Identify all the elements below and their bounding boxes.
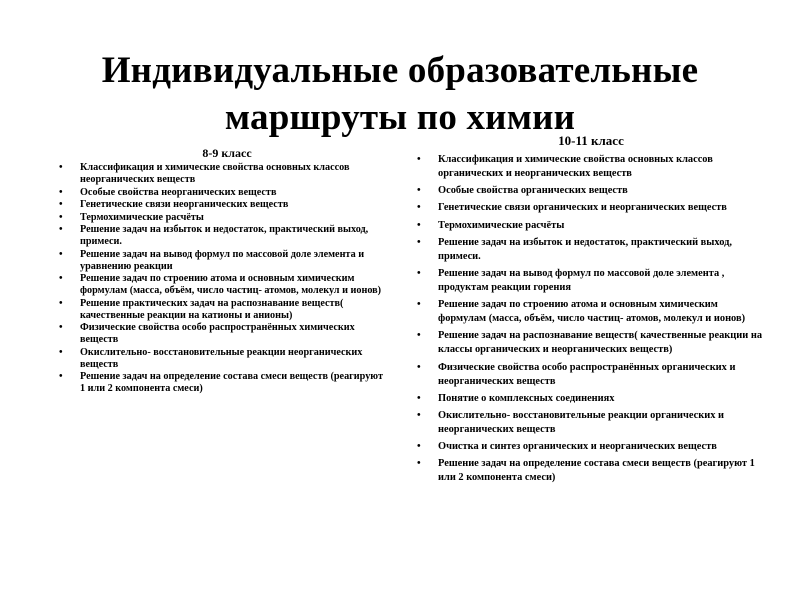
topic-item: • Генетические связи неорганических веществ [58, 199, 388, 211]
topic-item: • Физические свойства особо распространённых органических и неорганических веществ [416, 361, 766, 389]
topic-item: • Окислительно- восстановительные реакции органических и неорганических веществ [416, 409, 766, 437]
topic-item: • Решение задач на определение состава смеси веществ (реагируют 1 или 2 компонента смеси) [58, 371, 388, 395]
grade-10-11-topic-list [416, 153, 766, 485]
topic-item: • Физические свойства особо распространённых химических веществ [58, 322, 388, 346]
page-title-line-2: маршруты по химии [224, 96, 576, 138]
topic-item: • Классификация и химические свойства основных классов органических и неорганических веществ [416, 153, 766, 181]
topic-item: • Особые свойства неорганических веществ [58, 187, 388, 199]
topic-item: • Классификация и химические свойства основных классов неорганических веществ [58, 162, 388, 186]
grade-10-11-heading: 10-11 класс [558, 133, 624, 148]
topic-item: • Понятие о комплексных соединениях [416, 392, 766, 406]
grade-8-9-column [58, 146, 388, 396]
topic-item: • Решение практических задач на распознавание веществ( качественные реакции на катионы и анионы) [58, 298, 388, 322]
topic-item: • Решение задач на вывод формул по массовой доле элемента , продуктам реакции горения [416, 267, 766, 295]
topic-item: • Окислительно- восстановительные реакции неорганических веществ [58, 347, 388, 371]
topic-item: • Термохимические расчёты [58, 212, 388, 224]
topic-item: • Особые свойства органических веществ [416, 184, 766, 198]
page-title-line-1: Индивидуальные образовательные [101, 49, 699, 91]
topic-item: • Решение задач по строению атома и основным химическим формулам (масса, объём, число частиц- атомов, молекул и ионов) [58, 273, 388, 297]
topic-item: • Генетические связи органических и неорганических веществ [416, 201, 766, 215]
grade-10-11-column [416, 133, 766, 488]
topic-item: • Решение задач на распознавание веществ( качественные реакции на классы органических и неорганических веществ) [416, 329, 766, 357]
page-title [0, 47, 800, 141]
topic-item: • Решение задач на определение состава смеси веществ (реагируют 1 или 2 компонента смеси) [416, 457, 766, 485]
topic-item: • Решение задач на избыток и недостаток, практический выход, примеси. [58, 224, 388, 248]
grade-8-9-heading: 8-9 класс [202, 146, 252, 160]
topic-item: • Решение задач по строению атома и основным химическим формулам (масса, объём, число частиц- атомов, молекул и ионов) [416, 298, 766, 326]
topic-item: • Термохимические расчёты [416, 219, 766, 233]
topic-item: • Очистка и синтез органических и неорганических веществ [416, 440, 766, 454]
grade-8-9-topic-list [58, 162, 388, 395]
topic-item: • Решение задач на избыток и недостаток, практический выход, примеси. [416, 236, 766, 264]
topic-item: • Решение задач на вывод формул по массовой доле элемента и уравнению реакции [58, 249, 388, 273]
